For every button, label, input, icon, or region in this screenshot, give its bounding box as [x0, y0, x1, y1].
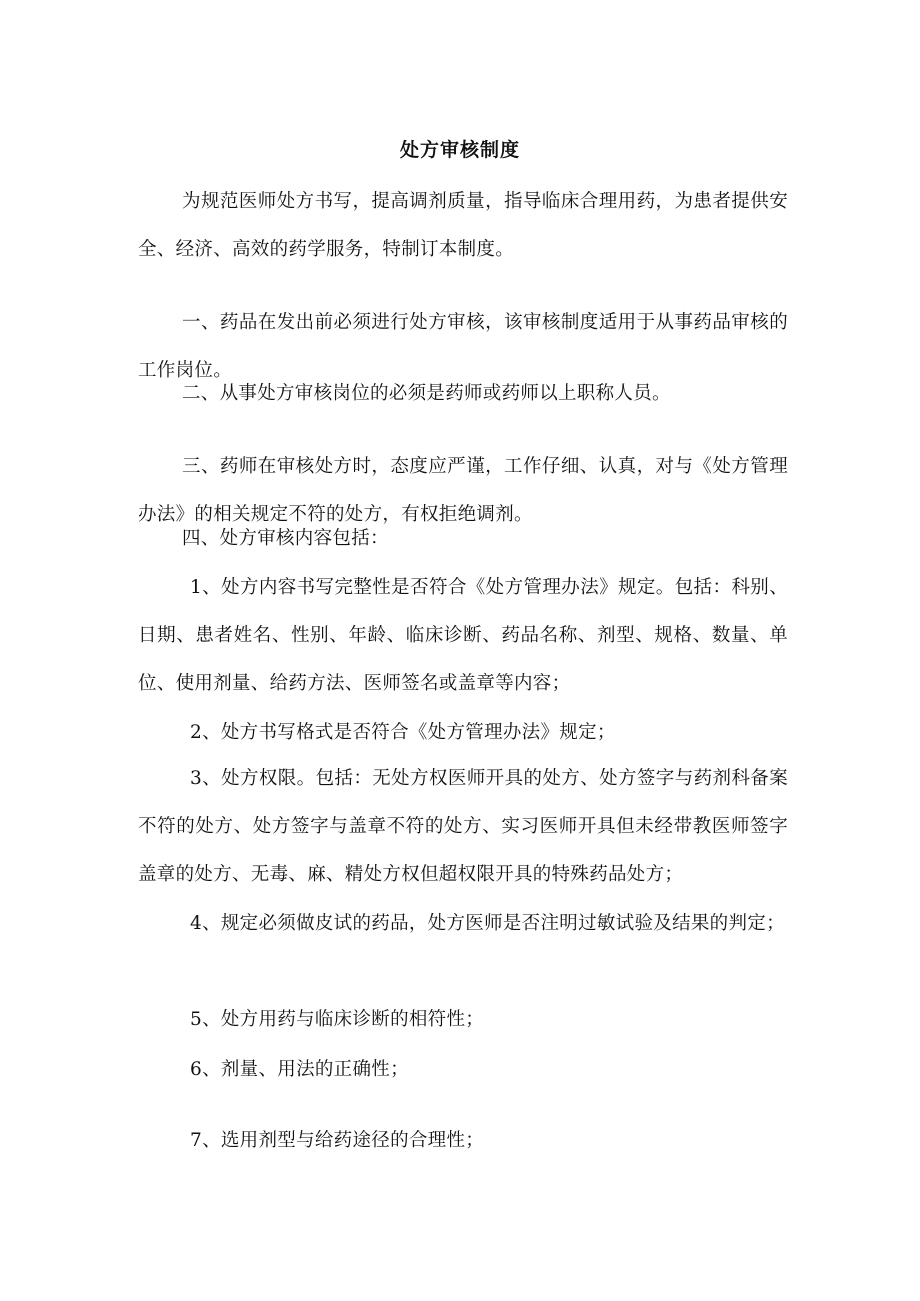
review-item-2: 2、处方书写格式是否符合《处方管理办法》规定； [190, 722, 616, 743]
section-two-paragraph: 二、从事处方审核岗位的必须是药师或药师以上职称人员。 [182, 383, 671, 404]
review-item-7: 7、选用剂型与给药途径的合理性； [190, 1130, 485, 1151]
review-item-6: 6、剂量、用法的正确性； [190, 1059, 409, 1080]
intro-paragraph: 为规范医师处方书写，提高调剂质量，指导临床合理用药，为患者提供安全、经济、高效的药学服务，特制订本制度。 [138, 191, 788, 260]
section-one-paragraph: 一、药品在发出前必须进行处方审核，该审核制度适用于从事药品审核的工作岗位。 [138, 312, 788, 381]
section-four-heading: 四、处方审核内容包括： [182, 528, 389, 549]
section-three-paragraph: 三、药师在审核处方时，态度应严谨，工作仔细、认真，对与《处方管理办法》的相关规定不符的处方，有权拒绝调剂。 [138, 456, 788, 525]
review-item-5: 5、处方用药与临床诊断的相符性； [190, 1009, 485, 1030]
review-item-4: 4、规定必须做皮试的药品，处方医师是否注明过敏试验及结果的判定； [190, 913, 785, 934]
review-item-3: 3、处方权限。包括：无处方权医师开具的处方、处方签字与药剂科备案不符的处方、处方签字与盖章不符的处方、实习医师开具但未经带教医师签字盖章的处方、无毒、麻、精处方权但超权限开具的特殊药品处方； [138, 768, 788, 885]
review-item-1: 1、处方内容书写完整性是否符合《处方管理办法》规定。包括：科别、日期、患者姓名、性别、年龄、临床诊断、药品名称、剂型、规格、数量、单位、使用剂量、给药方法、医师签名或盖章等内容； [138, 577, 788, 694]
document-title: 处方审核制度 [399, 138, 520, 161]
